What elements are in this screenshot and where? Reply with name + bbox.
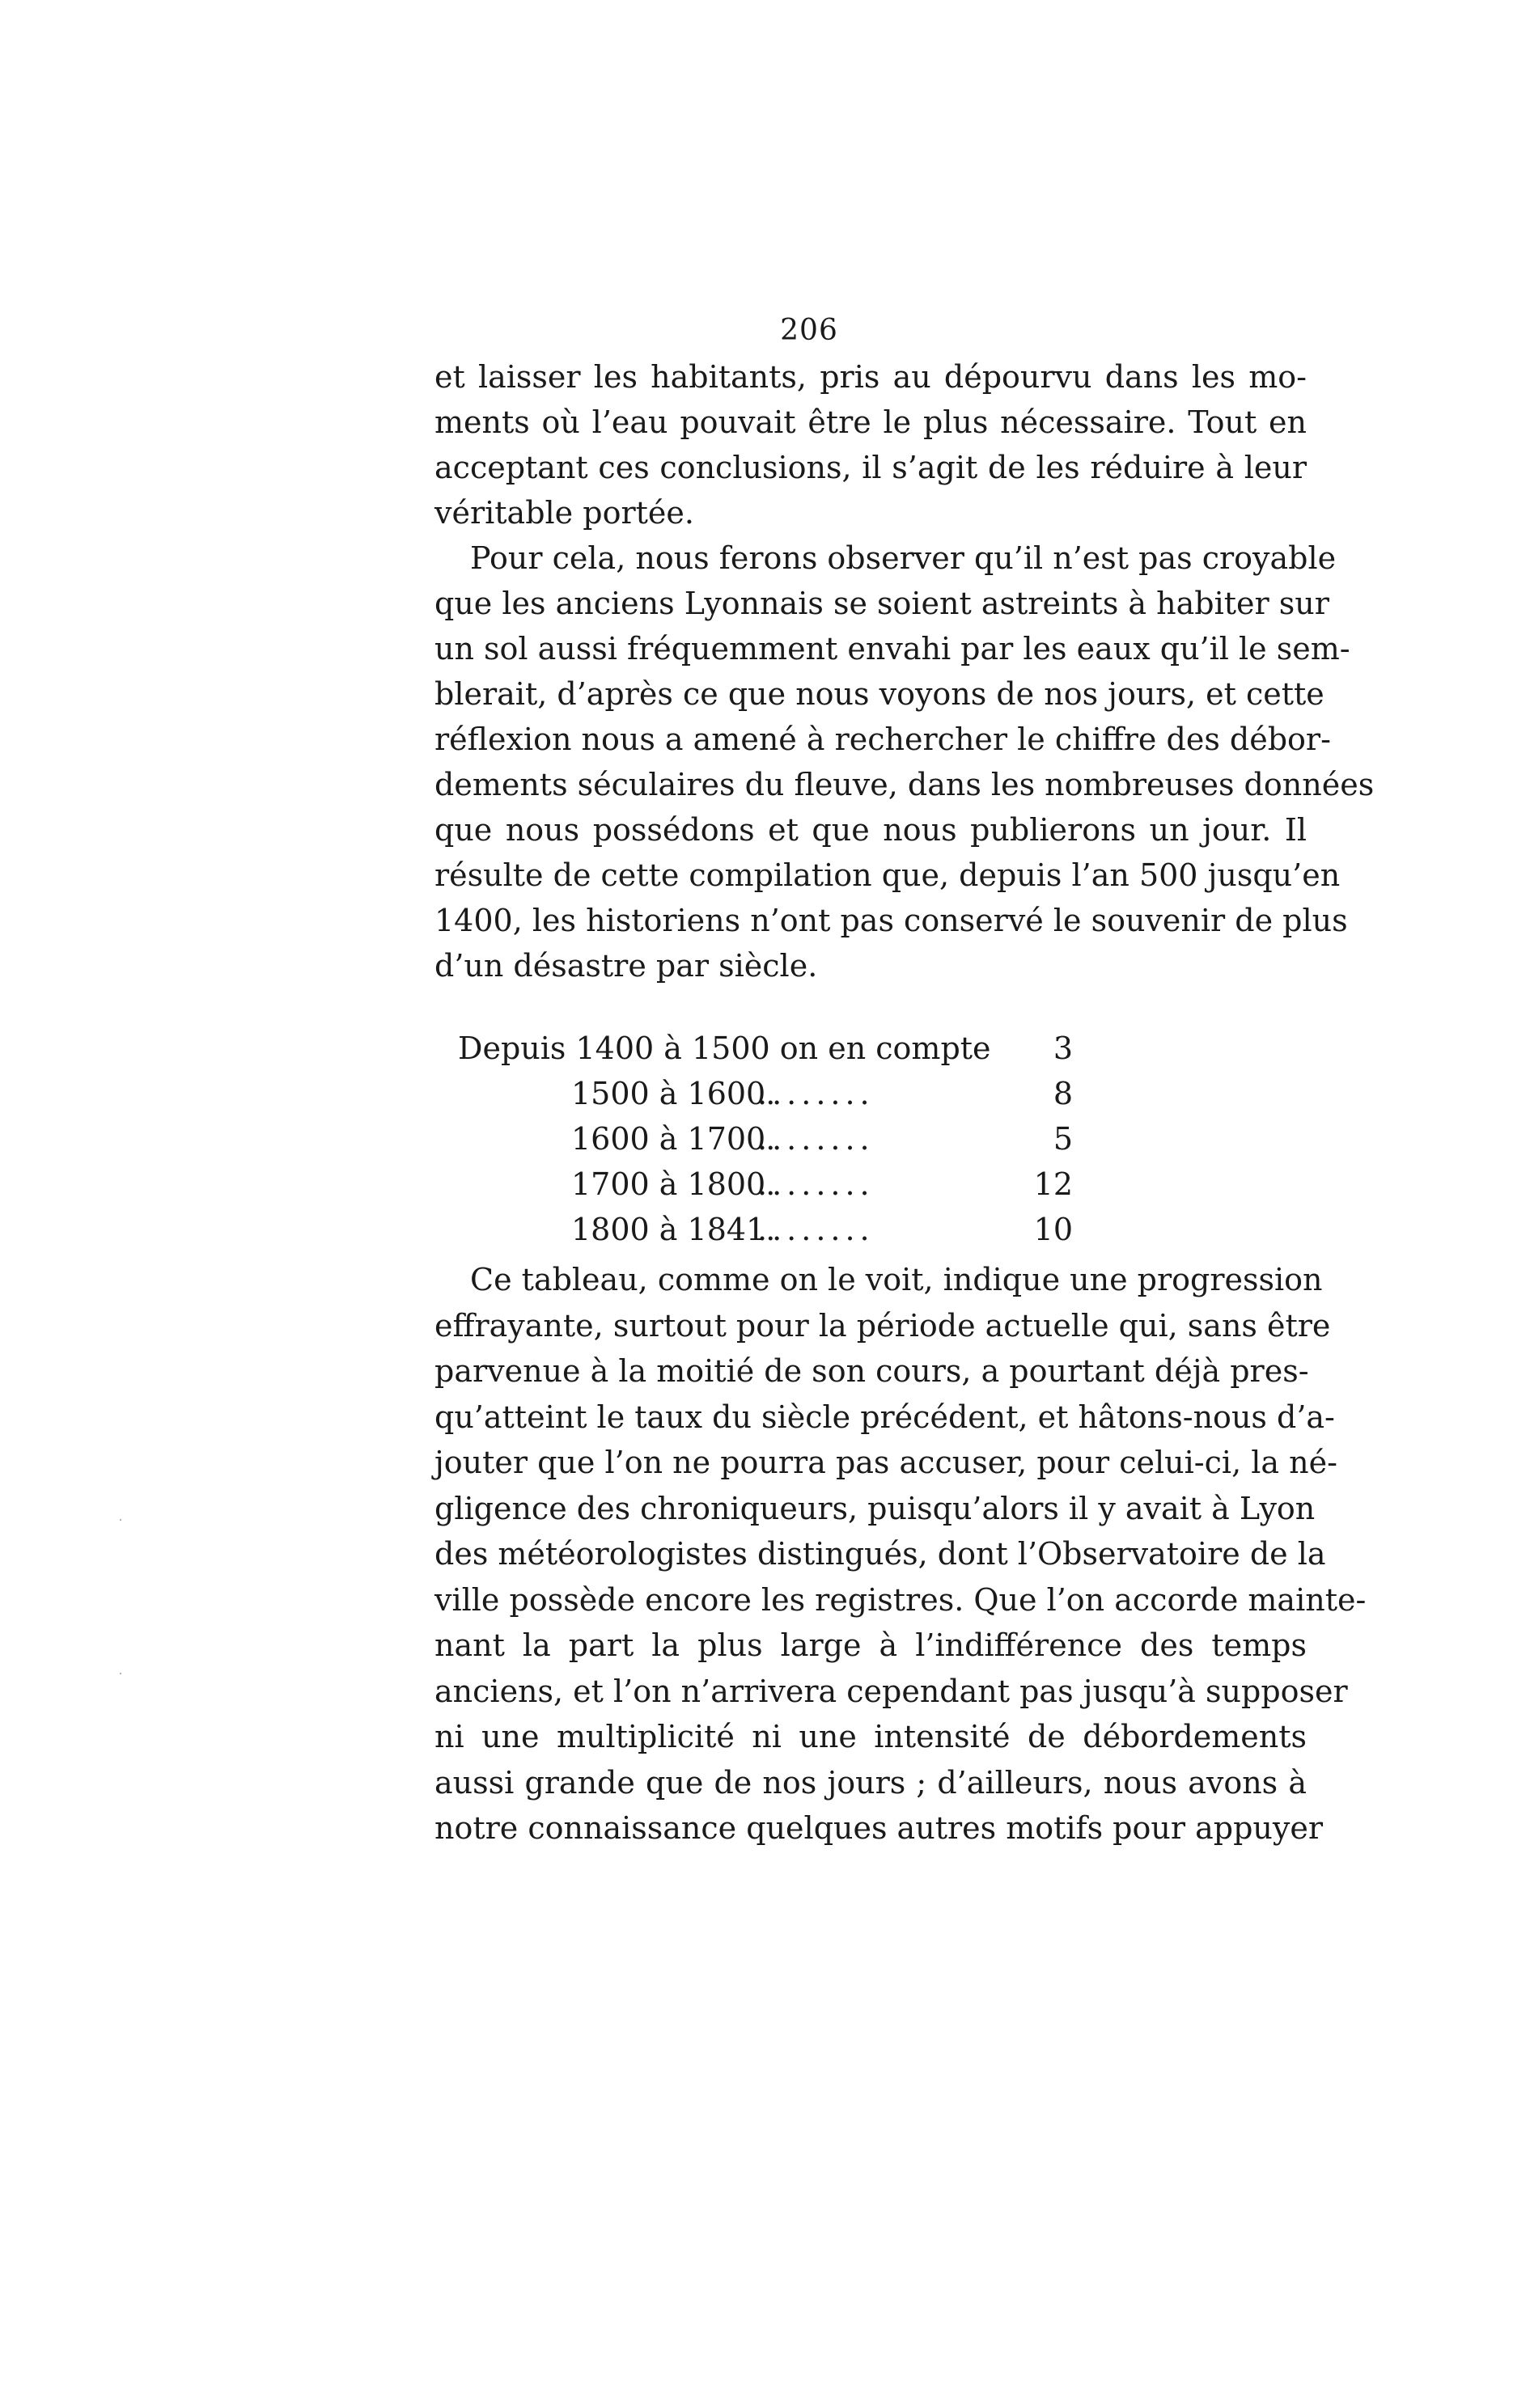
table-row — [458, 1071, 1073, 1116]
text-line: que nous possédons et que nous publierons un jour. Il — [434, 812, 1307, 848]
text-line: résulte de cette compilation que, depuis l’an 500 jusqu’en — [434, 857, 1341, 893]
table-row-count: 8 — [1053, 1076, 1073, 1111]
table-row — [458, 1116, 1073, 1162]
text-line: dements séculaires du fleuve, dans les nombreuses données — [434, 767, 1375, 802]
text-line: ments où l’eau pouvait être le plus nécessaire. Tout en — [434, 404, 1307, 440]
table-row-leader: ........ — [757, 1212, 875, 1247]
table-row — [458, 1026, 1073, 1071]
text-line: réflexion nous a amené à rechercher le chiffre des débor- — [434, 722, 1331, 757]
text-line: acceptant ces conclusions, il s’agit de les réduire à leur — [434, 450, 1307, 485]
paragraph-1 — [434, 354, 1307, 535]
text-line: que les anciens Lyonnais se soient astreints à habiter sur — [434, 586, 1329, 621]
table-row-count: 3 — [1053, 1030, 1073, 1066]
text-line: ville possède encore les registres. Que l’on accorde mainte- — [434, 1581, 1367, 1618]
table-row-range: 1800 à 1841. — [571, 1212, 776, 1247]
text-line: effrayante, surtout pour la période actuelle qui, sans être — [434, 1307, 1331, 1344]
table-row-range: 1700 à 1800. — [571, 1166, 776, 1202]
text-line: d’un désastre par siècle. — [434, 948, 818, 984]
text-line: Pour cela, nous ferons observer qu’il n’est pas croyable — [470, 540, 1337, 576]
paper-speck — [120, 1519, 121, 1521]
table-row-range: Depuis 1400 à 1500 on en compte — [458, 1030, 991, 1066]
text-line: notre connaissance quelques autres motifs pour appuyer — [434, 1810, 1323, 1846]
table-row-range: 1500 à 1600. — [571, 1076, 776, 1111]
text-line: et laisser les habitants, pris au dépourvu dans les mo- — [434, 359, 1307, 395]
text-line: nant la part la plus large à l’indifférence des temps — [434, 1627, 1307, 1663]
table-row-leader: ........ — [757, 1076, 875, 1111]
page-number: 206 — [780, 314, 838, 347]
table-row-leader: ........ — [757, 1121, 875, 1157]
text-line: parvenue à la moitié de son cours, a pourtant déjà pres- — [434, 1353, 1309, 1389]
text-line: véritable portée. — [434, 495, 694, 531]
text-line: des météorologistes distingués, dont l’Observatoire de la — [434, 1536, 1326, 1572]
table-row-leader: ........ — [757, 1166, 875, 1202]
text-line: ni une multiplicité ni une intensité de débordements — [434, 1719, 1307, 1754]
table-row — [458, 1207, 1073, 1252]
paragraph-2 — [434, 535, 1375, 988]
table-row-count: 10 — [1033, 1212, 1073, 1247]
table-row-range: 1600 à 1700. — [571, 1121, 776, 1157]
text-line: qu’atteint le taux du siècle précédent, et hâtons-nous d’a- — [434, 1399, 1335, 1435]
text-line: Ce tableau, comme on le voit, indique une progression — [470, 1262, 1323, 1297]
text-line: 1400, les historiens n’ont pas conservé le souvenir de plus — [434, 903, 1348, 938]
text-line: anciens, et l’on n’arrivera cependant pas jusqu’à supposer — [434, 1673, 1348, 1709]
text-block-top — [434, 354, 1375, 988]
table-row — [458, 1162, 1073, 1207]
text-line: aussi grande que de nos jours ; d’ailleurs, nous avons à — [434, 1764, 1307, 1801]
flood-count-table — [458, 1026, 1073, 1252]
table-row-count: 12 — [1033, 1166, 1073, 1202]
text-block-bottom — [434, 1257, 1367, 1851]
paragraph-3 — [434, 1257, 1367, 1851]
text-line: gligence des chroniqueurs, puisqu’alors il y avait à Lyon — [434, 1490, 1316, 1526]
table-row-count: 5 — [1053, 1121, 1073, 1157]
paper-speck — [120, 1673, 121, 1674]
text-line: un sol aussi fréquemment envahi par les eaux qu’il le sem- — [434, 631, 1350, 667]
text-line: blerait, d’après ce que nous voyons de nos jours, et cette — [434, 676, 1324, 712]
text-line: jouter que l’on ne pourra pas accuser, pour celui-ci, la né- — [434, 1445, 1337, 1480]
